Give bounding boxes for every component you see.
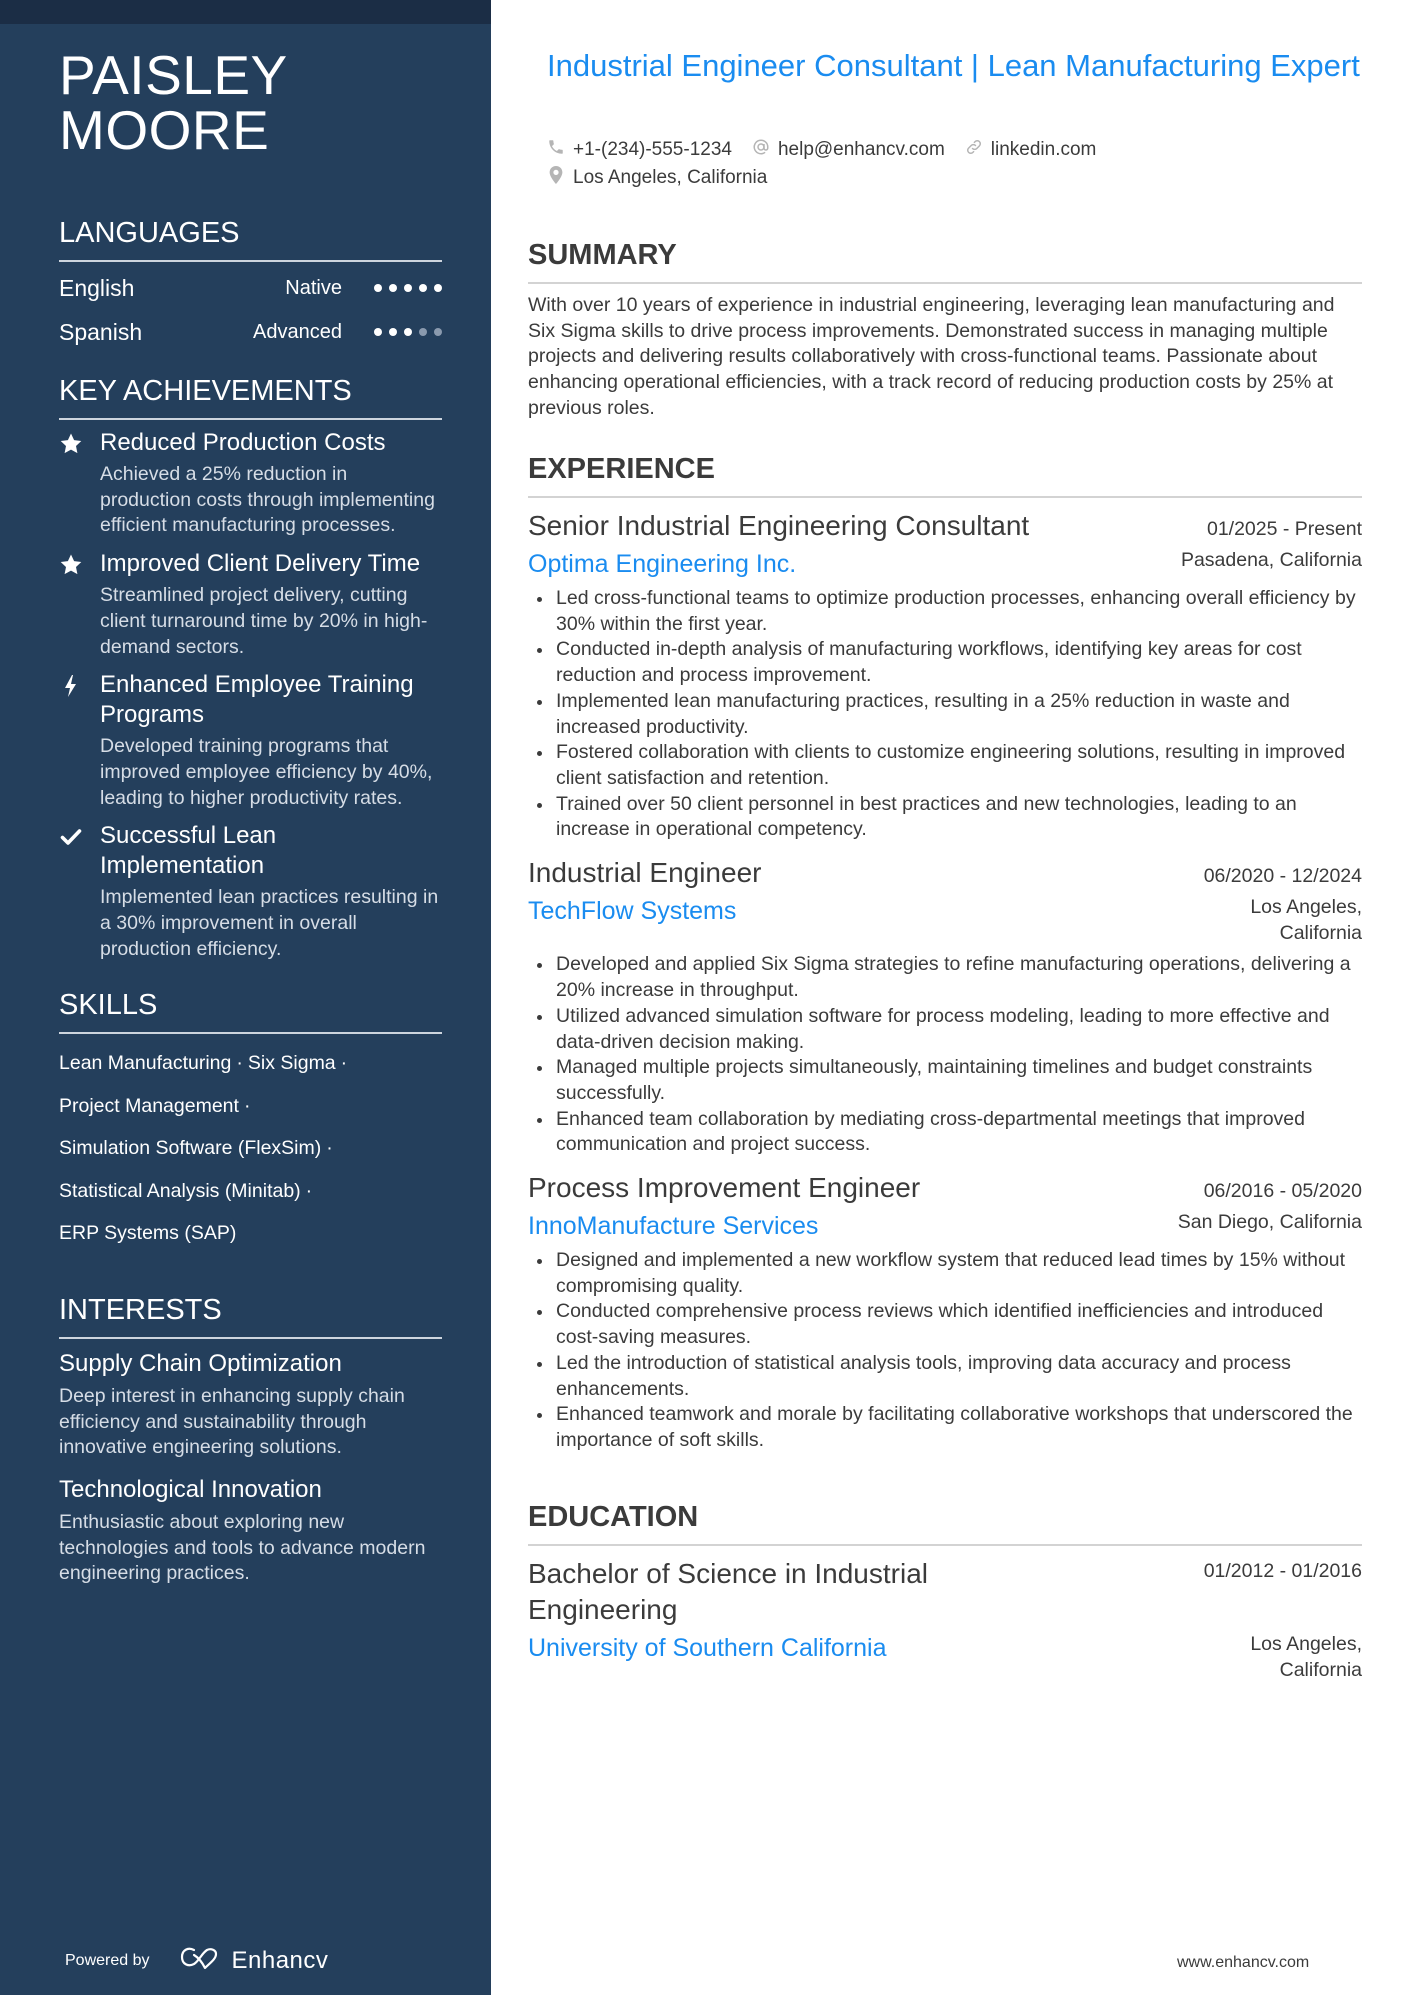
enhancv-logo-icon[interactable] <box>178 1945 224 1976</box>
first-name: PAISLEY <box>59 44 288 106</box>
achievement-description: Streamlined project delivery, cutting client turnaround time by 20% in high-demand sectors. <box>100 584 428 658</box>
map-pin-icon <box>547 165 573 191</box>
location <box>547 165 767 191</box>
bullet-item: Implemented lean manufacturing practices, resulting in a 25% reduction in waste and increased productivity. <box>528 689 1362 740</box>
school-name: University of Southern California <box>528 1634 887 1662</box>
language-level: Native <box>285 276 342 299</box>
bullet-item: Utilized advanced simulation software for process modeling, leading to more effective and data-driven decision making. <box>528 1004 1362 1055</box>
languages-section <box>59 216 442 354</box>
skills-list: Lean Manufacturing · Six Sigma · Project Management · Simulation Software (FlexSim) · Statistical Analysis (Minitab) · ERP Systems (SAP) <box>59 1052 348 1245</box>
education-dates: 01/2012 - 01/2016 <box>1203 1560 1362 1582</box>
checkmark-icon <box>59 821 100 962</box>
linkedin-link[interactable]: linkedin.com <box>990 139 1097 160</box>
summary-title: SUMMARY <box>528 238 1362 284</box>
interests-title: INTERESTS <box>59 1293 442 1339</box>
dot-filled <box>374 284 382 292</box>
last-name: MOORE <box>59 99 270 161</box>
dot-filled <box>389 284 397 292</box>
job-title: Industrial Engineer <box>528 857 762 889</box>
bullet-item: Developed and applied Six Sigma strategies to refine manufacturing operations, delivering a 20% increase in throughput. <box>528 952 1362 1003</box>
interests-section <box>59 1293 442 1587</box>
language-name: English <box>59 274 135 301</box>
job-dates: 06/2020 - 12/2024 <box>1203 865 1362 888</box>
interest-description: Deep interest in enhancing supply chain efficiency and sustainability through innovative engineering solutions. <box>59 1384 405 1459</box>
summary-section <box>528 238 1362 422</box>
phone-icon <box>547 138 573 162</box>
interest-item <box>59 1475 442 1587</box>
interest-item <box>59 1349 442 1461</box>
interest-title: Supply Chain Optimization <box>59 1349 342 1377</box>
skill-tag: Project Management <box>59 1094 239 1117</box>
school-location: Los Angeles, California <box>1250 1633 1362 1681</box>
bullet-item: Conducted comprehensive process reviews which identified inefficiencies and introduced cost-saving measures. <box>528 1299 1362 1350</box>
contact-info <box>547 136 1367 192</box>
education-section <box>528 1500 1362 1683</box>
skill-tag: Lean Manufacturing <box>59 1052 232 1075</box>
star-icon <box>59 428 100 539</box>
linkedin <box>965 138 1097 162</box>
interest-description: Enthusiastic about exploring new technologies and tools to advance modern engineering practices. <box>59 1511 426 1585</box>
dot-filled <box>389 328 397 336</box>
dot-filled <box>434 284 442 292</box>
bullet-item: Managed multiple projects simultaneously, maintaining timelines and budget constraints successfully. <box>528 1055 1362 1106</box>
achievement-item <box>59 821 442 962</box>
experience-section <box>528 452 1362 1454</box>
summary-text: With over 10 years of experience in industrial engineering, leveraging lean manufacturing and Six Sigma skills to drive process improvements. Demonstrated success in managing multiple projects and delivering results collaboratively with cross-functional teams. Passionate about enhancing operational efficiencies, with a track record of reducing production costs by 25% at previous roles. <box>528 294 1335 419</box>
dot-empty <box>434 328 442 336</box>
bullet-item: Fostered collaboration with clients to customize engineering solutions, resulting in improved client satisfaction and retention. <box>528 740 1362 791</box>
job-bullets <box>528 952 1362 1158</box>
location-text: Los Angeles, California <box>573 167 768 188</box>
company-name: Optima Engineering Inc. <box>528 550 797 578</box>
interest-title: Technological Innovation <box>59 1476 322 1504</box>
degree: Bachelor of Science in Industrial Engineering <box>528 1558 928 1625</box>
skill-tag: Six Sigma <box>247 1052 336 1075</box>
language-item <box>59 266 442 310</box>
language-name: Spanish <box>59 318 143 345</box>
headline: Industrial Engineer Consultant | Lean Manufacturing Expert <box>547 48 1360 83</box>
email-link[interactable]: help@enhancv.com <box>777 139 945 160</box>
bullet-item: Designed and implemented a new workflow system that reduced lead times by 15% without compromising quality. <box>528 1248 1362 1299</box>
job-bullets <box>528 1248 1362 1454</box>
footer-url[interactable]: www.enhancv.com <box>1177 1954 1310 1971</box>
company-name: TechFlow Systems <box>528 897 737 926</box>
job-entry <box>528 508 1362 843</box>
achievement-item <box>59 670 442 811</box>
job-dates: 06/2016 - 05/2020 <box>1203 1180 1362 1203</box>
achievement-title: Enhanced Employee Training Programs <box>100 671 414 729</box>
bullet-item: Led the introduction of statistical analysis tools, improving data accuracy and process enhancements. <box>528 1351 1362 1402</box>
achievement-item <box>59 428 442 539</box>
bullet-item: Enhanced team collaboration by mediating cross-departmental meetings that improved communication and project success. <box>528 1107 1362 1158</box>
bullet-item: Conducted in-depth analysis of manufacturing workflows, identifying key areas for cost reduction and process improvement. <box>528 637 1362 688</box>
achievement-title: Improved Client Delivery Time <box>100 550 421 578</box>
achievements-title: KEY ACHIEVEMENTS <box>59 374 442 420</box>
language-level: Advanced <box>253 320 342 343</box>
skill-tag: ERP Systems (SAP) <box>59 1222 237 1245</box>
enhancv-logo-text: Enhancv <box>231 1946 329 1974</box>
email <box>752 138 945 162</box>
experience-title: EXPERIENCE <box>528 452 1362 498</box>
language-item <box>59 310 442 354</box>
skill-tag: Statistical Analysis (Minitab) <box>59 1179 301 1202</box>
job-title: Process Improvement Engineer <box>528 1172 921 1204</box>
job-title: Senior Industrial Engineering Consultant <box>528 510 1030 541</box>
achievement-title: Reduced Production Costs <box>100 429 386 456</box>
proficiency-dots <box>374 328 442 336</box>
skills-section <box>59 988 442 1255</box>
job-location: Pasadena, California <box>1180 549 1362 571</box>
phone <box>547 138 732 162</box>
achievement-title: Successful Lean Implementation <box>100 822 277 880</box>
job-location: San Diego, California <box>1177 1211 1362 1234</box>
job-bullets <box>528 586 1362 843</box>
dot-filled <box>404 328 412 336</box>
achievement-description: Developed training programs that improved employee efficiency by 40%, leading to higher productivity rates. <box>100 735 433 809</box>
star-icon <box>59 549 100 660</box>
at-sign-icon <box>752 138 778 162</box>
candidate-name <box>59 44 442 161</box>
skills-title: SKILLS <box>59 988 442 1034</box>
dot-filled <box>404 284 412 292</box>
bullet-item: Enhanced teamwork and morale by facilitating collaborative workshops that underscored the importance of soft skills. <box>528 1402 1362 1453</box>
achievement-item <box>59 549 442 660</box>
job-dates: 01/2025 - Present <box>1206 518 1362 540</box>
powered-by-label: Powered by <box>65 1951 150 1969</box>
skill-tag: Simulation Software (FlexSim) <box>59 1137 322 1160</box>
link-icon <box>965 138 991 162</box>
lightning-bolt-icon <box>59 670 100 811</box>
powered-by <box>65 1945 328 1976</box>
proficiency-dots <box>374 284 442 292</box>
education-title: EDUCATION <box>528 1500 1362 1546</box>
education-entry <box>528 1556 1362 1683</box>
job-entry <box>528 855 1362 1158</box>
sidebar <box>0 0 491 1995</box>
achievement-description: Achieved a 25% reduction in production costs through implementing efficient manufacturing processes. <box>100 463 435 537</box>
top-strip <box>0 0 491 24</box>
dot-empty <box>419 328 427 336</box>
achievements-section <box>59 374 442 962</box>
job-entry <box>528 1170 1362 1454</box>
phone-number[interactable]: +1-(234)-555-1234 <box>573 139 732 160</box>
bullet-item: Led cross-functional teams to optimize production processes, enhancing overall efficiency by 30% within the first year. <box>528 586 1362 637</box>
dot-filled <box>419 284 427 292</box>
job-location: Los Angeles, California <box>1250 896 1362 944</box>
languages-title: LANGUAGES <box>59 216 442 262</box>
bullet-item: Trained over 50 client personnel in best practices and new technologies, leading to an increase in operational competency. <box>528 792 1362 843</box>
achievement-description: Implemented lean practices resulting in a 30% improvement in overall production efficiency. <box>100 886 439 960</box>
dot-filled <box>374 328 382 336</box>
company-name: InnoManufacture Services <box>528 1212 819 1241</box>
